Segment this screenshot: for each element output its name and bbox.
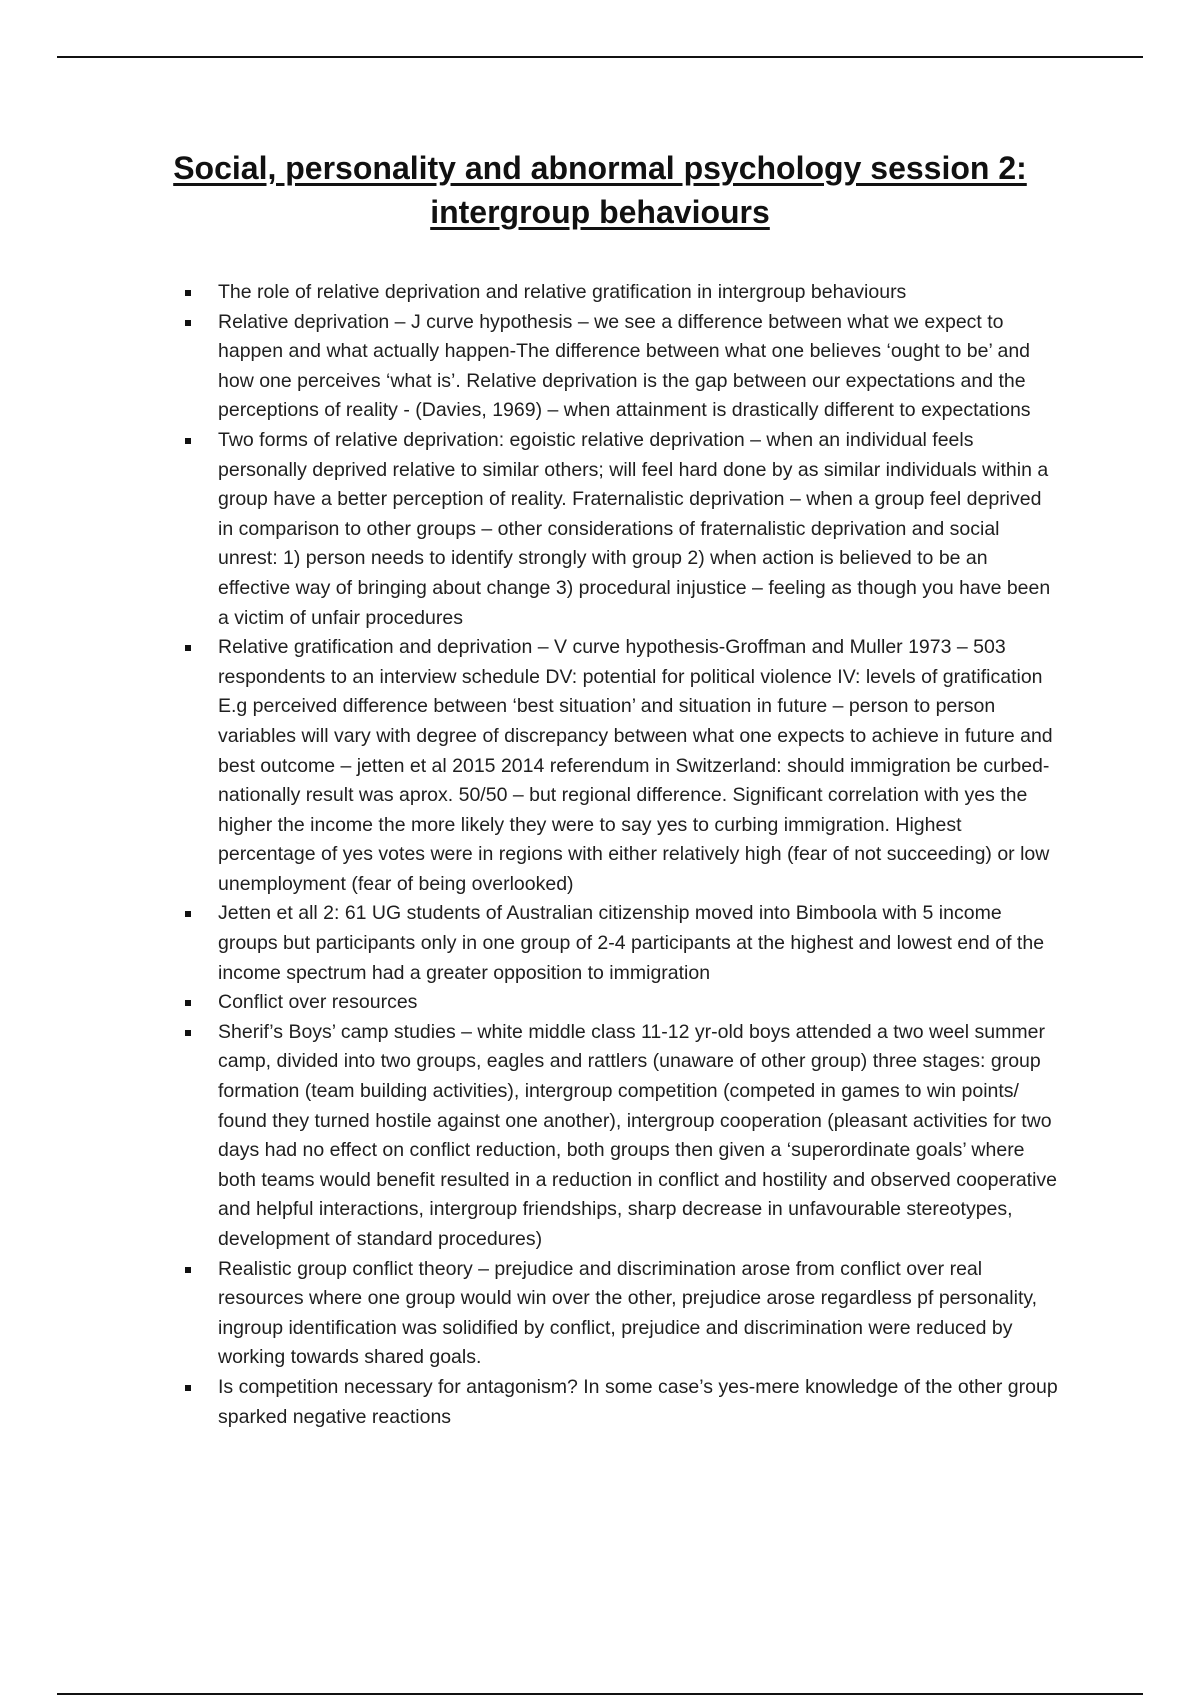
list-item-text: Is competition necessary for antagonism? In some case’s yes-mere knowledge of the other group sparked negative reactions xyxy=(218,1375,1058,1428)
square-bullet-icon xyxy=(185,645,191,651)
list-item xyxy=(180,988,1060,1018)
list-item-text: Two forms of relative deprivation: egoistic relative deprivation – when an individual feels personally deprived relative to similar others; will feel hard done by as similar individuals within a group have a better perception of reality. Fraternalistic deprivation – when a group feel deprived in comparison to other groups – other considerations of fraternalistic deprivation and social unrest: 1) person needs to identify strongly with group 2) when action is believed to be an effective way of bringing about change 3) procedural injustice – feeling as though you have been a victim of unfair procedures xyxy=(218,428,1051,629)
square-bullet-icon xyxy=(185,1000,191,1006)
list-item xyxy=(180,278,1060,308)
header-rule xyxy=(57,56,1143,58)
list-item-text: Realistic group conflict theory – prejudice and discrimination arose from conflict over real resources where one group would win over the other, prejudice arose regardless pf personality, ingroup identification was solidified by conflict, prejudice and discrimination were reduced by working towards shared goals. xyxy=(218,1257,1038,1369)
square-bullet-icon xyxy=(185,290,191,296)
footer-rule xyxy=(57,1693,1143,1695)
square-bullet-icon xyxy=(185,1267,191,1273)
list-item xyxy=(180,308,1060,426)
list-item-text: Relative deprivation – J curve hypothesis – we see a difference between what we expect to happen and what actually happen-The difference between what one believes ‘ought to be’ and how one perceives ‘what is’. Relative deprivation is the gap between our expectations and the perceptions of reality - (Davies, 1969) – when attainment is drastically different to expectations xyxy=(218,310,1031,422)
square-bullet-icon xyxy=(185,320,191,326)
list-item-text: Conflict over resources xyxy=(218,991,418,1014)
list-item-text: Sherif’s Boys’ camp studies – white middle class 11-12 yr-old boys attended a two weel summer camp, divided into two groups, eagles and rattlers (unaware of other group) three stages: group formation (team building activities), intergroup competition (competed in games to win points/ found they turned hostile against one another), intergroup cooperation (pleasant activities for two days had no effect on conflict reduction, both groups then given a ‘superordinate goals’ where both teams would benefit resulted in a reduction in conflict and hostility and observed cooperative and helpful interactions, intergroup friendships, sharp decrease in unfavourable stereotypes, development of standard procedures) xyxy=(218,1020,1058,1250)
list-item xyxy=(180,1255,1060,1373)
list-item xyxy=(180,1018,1060,1255)
list-item xyxy=(180,633,1060,899)
square-bullet-icon xyxy=(185,1385,191,1391)
square-bullet-icon xyxy=(185,1030,191,1036)
list-item-text: The role of relative deprivation and relative gratification in intergroup behaviours xyxy=(218,281,907,303)
square-bullet-icon xyxy=(185,911,191,917)
title-line-2: intergroup behaviours xyxy=(430,194,770,230)
list-item xyxy=(180,426,1060,633)
list-item-text: Relative gratification and deprivation – V curve hypothesis-Groffman and Muller 1973 – 503 respondents to an interview schedule DV: potential for political violence IV: levels of gratification E.g perceived difference between ‘best situation’ and situation in future – person to person variables will vary with degree of discrepancy between what one expects to achieve in future and best outcome – jetten et al 2015 2014 referendum in Switzerland: should immigration be curbed-nationally result was aprox. 50/50 – but regional difference. Significant correlation with yes the higher the income the more likely they were to say yes to curbing immigration. Highest percentage of yes votes were in regions with either relatively high (fear of not succeeding) or low unemployment (fear of being overlooked) xyxy=(218,636,1053,895)
list-item xyxy=(180,1373,1060,1432)
title-line-1: Social, personality and abnormal psychology session 2: xyxy=(173,150,1027,186)
square-bullet-icon xyxy=(185,438,191,444)
bullet-list xyxy=(180,278,1060,1432)
page-title xyxy=(140,146,1060,234)
list-item xyxy=(180,899,1060,988)
list-item-text: Jetten et all 2: 61 UG students of Australian citizenship moved into Bimboola with 5 income groups but participants only in one group of 2-4 participants at the highest and lowest end of the income spectrum had a greater opposition to immigration xyxy=(218,902,1045,984)
